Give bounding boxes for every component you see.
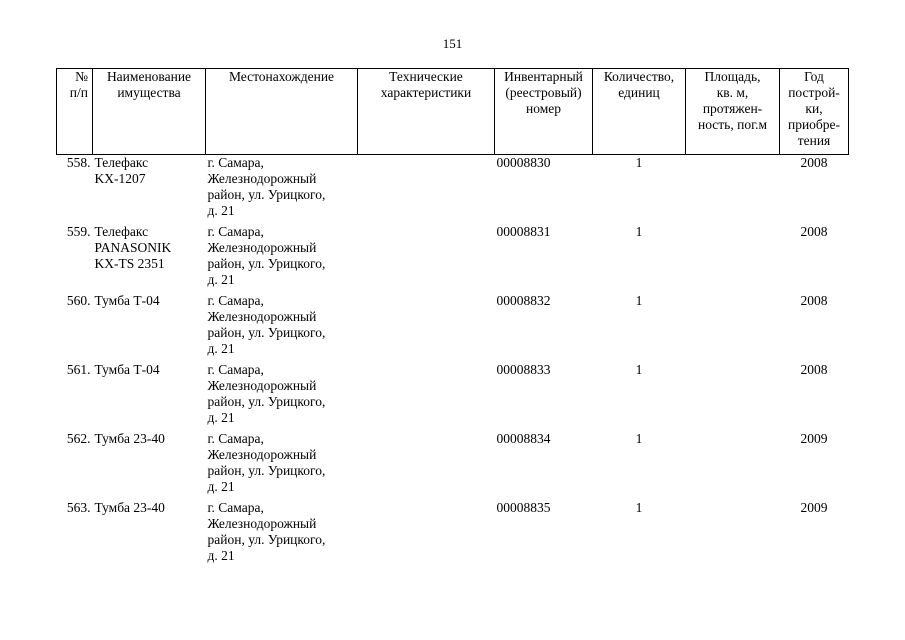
- table-row: [57, 431, 849, 500]
- cell-year: 2009: [800, 499, 828, 515]
- cell-area: [686, 500, 780, 569]
- cell-name: [93, 155, 206, 224]
- cell-quantity: 1: [635, 499, 643, 515]
- cell-name: [93, 362, 206, 431]
- cell-num: 563.: [66, 499, 91, 515]
- cell-inventory: 00008833: [496, 361, 551, 377]
- cell-name-line: Телефакс: [94, 155, 149, 170]
- cell-year: 2008: [800, 155, 828, 170]
- header-quantity-line: Количество,: [603, 69, 675, 84]
- cell-location: [206, 293, 358, 362]
- cell-year: 2008: [800, 361, 828, 377]
- cell-name-line: KX-TS 2351: [94, 255, 165, 271]
- cell-location-line: район, ул. Урицкого,: [207, 187, 326, 202]
- header-num-line: п/п: [69, 85, 88, 100]
- cell-inventory: 00008834: [496, 430, 551, 446]
- cell-name-line: Тумба 23-40: [94, 430, 165, 446]
- header-tech: [358, 69, 495, 155]
- header-area-line: протяжен-: [702, 101, 763, 116]
- cell-tech: [358, 500, 495, 569]
- header-row: [57, 69, 849, 155]
- cell-location-line: г. Самара,: [207, 292, 264, 308]
- cell-location-line: Железнодорожный: [207, 308, 317, 324]
- cell-location-line: район, ул. Урицкого,: [207, 255, 326, 271]
- page-number: 151: [442, 36, 463, 51]
- header-area-line: ность, пог.м: [697, 117, 768, 132]
- cell-area: [686, 155, 780, 224]
- cell-quantity: 1: [635, 430, 643, 446]
- cell-location-line: д. 21: [207, 478, 235, 494]
- cell-area: [686, 362, 780, 431]
- cell-location-line: район, ул. Урицкого,: [207, 531, 326, 547]
- header-name: [93, 69, 206, 155]
- cell-location-line: г. Самара,: [207, 361, 264, 377]
- cell-inventory: 00008835: [496, 499, 551, 515]
- header-tech-line: характеристики: [380, 85, 472, 100]
- cell-location-line: г. Самара,: [207, 430, 264, 446]
- table-header: [57, 69, 849, 155]
- cell-location-line: д. 21: [207, 203, 235, 218]
- cell-location-line: Железнодорожный: [207, 239, 317, 255]
- table-row: [57, 362, 849, 431]
- table-row: [57, 155, 849, 224]
- cell-tech: [358, 224, 495, 293]
- cell-name-line: PANASONIK: [94, 239, 172, 255]
- cell-name: [93, 500, 206, 569]
- cell-location: [206, 224, 358, 293]
- header-inventory-line: Инвентарный: [504, 69, 583, 84]
- cell-inventory: 00008830: [496, 155, 551, 170]
- header-location-line: Местонахождение: [228, 69, 335, 84]
- cell-tech: [358, 362, 495, 431]
- cell-location: [206, 500, 358, 569]
- cell-location-line: д. 21: [207, 340, 235, 356]
- header-quantity: [593, 69, 686, 155]
- cell-location-line: район, ул. Урицкого,: [207, 393, 326, 409]
- cell-inventory: 00008832: [496, 292, 551, 308]
- cell-num: 561.: [66, 361, 91, 377]
- cell-year: 2009: [800, 430, 828, 446]
- header-location: [206, 69, 358, 155]
- cell-area: [686, 431, 780, 500]
- cell-name-line: Тумба Т-04: [94, 292, 160, 308]
- header-num-line: №: [75, 69, 88, 84]
- cell-location-line: Железнодорожный: [207, 377, 317, 393]
- header-year-line: построй-: [788, 85, 840, 100]
- cell-location-line: Железнодорожный: [207, 446, 317, 462]
- cell-inventory: 00008831: [496, 223, 551, 239]
- header-tech-line: Технические: [389, 69, 463, 84]
- header-year: [780, 69, 849, 155]
- cell-location: [206, 362, 358, 431]
- cell-location-line: район, ул. Урицкого,: [207, 462, 326, 478]
- cell-location-line: район, ул. Урицкого,: [207, 324, 326, 340]
- table-row: [57, 224, 849, 293]
- cell-name: [93, 431, 206, 500]
- cell-num: 559.: [66, 223, 91, 239]
- header-name-line: имущества: [117, 85, 181, 100]
- header-inventory-line: (реестровый): [505, 85, 582, 100]
- table-row: [57, 293, 849, 362]
- cell-location-line: г. Самара,: [207, 155, 264, 170]
- header-name-line: Наименование: [106, 69, 192, 84]
- header-inventory: [495, 69, 593, 155]
- cell-num: 558.: [66, 155, 91, 170]
- header-inventory-line: номер: [525, 101, 561, 116]
- header-area-line: Площадь,: [704, 69, 761, 84]
- header-year-line: ки,: [805, 101, 823, 116]
- cell-tech: [358, 431, 495, 500]
- cell-quantity: 1: [635, 361, 643, 377]
- cell-year: 2008: [800, 292, 828, 308]
- cell-location-line: д. 21: [207, 271, 235, 287]
- cell-num: 562.: [66, 430, 91, 446]
- cell-area: [686, 293, 780, 362]
- header-year-line: тения: [797, 133, 831, 148]
- cell-num: 560.: [66, 292, 91, 308]
- cell-tech: [358, 155, 495, 224]
- cell-location-line: г. Самара,: [207, 223, 264, 239]
- cell-location-line: г. Самара,: [207, 499, 264, 515]
- cell-location-line: Железнодорожный: [207, 171, 317, 186]
- cell-quantity: 1: [635, 155, 643, 170]
- cell-tech: [358, 293, 495, 362]
- cell-location-line: д. 21: [207, 547, 235, 563]
- header-quantity-line: единиц: [618, 85, 660, 100]
- table-row: [57, 500, 849, 569]
- header-year-line: Год: [804, 69, 824, 84]
- cell-name: [93, 293, 206, 362]
- cell-quantity: 1: [635, 292, 643, 308]
- cell-name-line: Тумба Т-04: [94, 361, 160, 377]
- cell-name-line: Телефакс: [94, 223, 149, 239]
- cell-area: [686, 224, 780, 293]
- cell-location-line: д. 21: [207, 409, 235, 425]
- table-body: [57, 155, 849, 569]
- cell-name: [93, 224, 206, 293]
- header-area: [686, 69, 780, 155]
- cell-year: 2008: [800, 223, 828, 239]
- cell-quantity: 1: [635, 223, 643, 239]
- cell-location-line: Железнодорожный: [207, 515, 317, 531]
- header-year-line: приобре-: [787, 117, 841, 132]
- cell-name-line: Тумба 23-40: [94, 499, 165, 515]
- header-num: [57, 69, 93, 155]
- cell-name-line: KX-1207: [94, 171, 146, 186]
- property-registry-table: [56, 68, 849, 569]
- header-area-line: кв. м,: [716, 85, 749, 100]
- cell-location: [206, 431, 358, 500]
- cell-location: [206, 155, 358, 224]
